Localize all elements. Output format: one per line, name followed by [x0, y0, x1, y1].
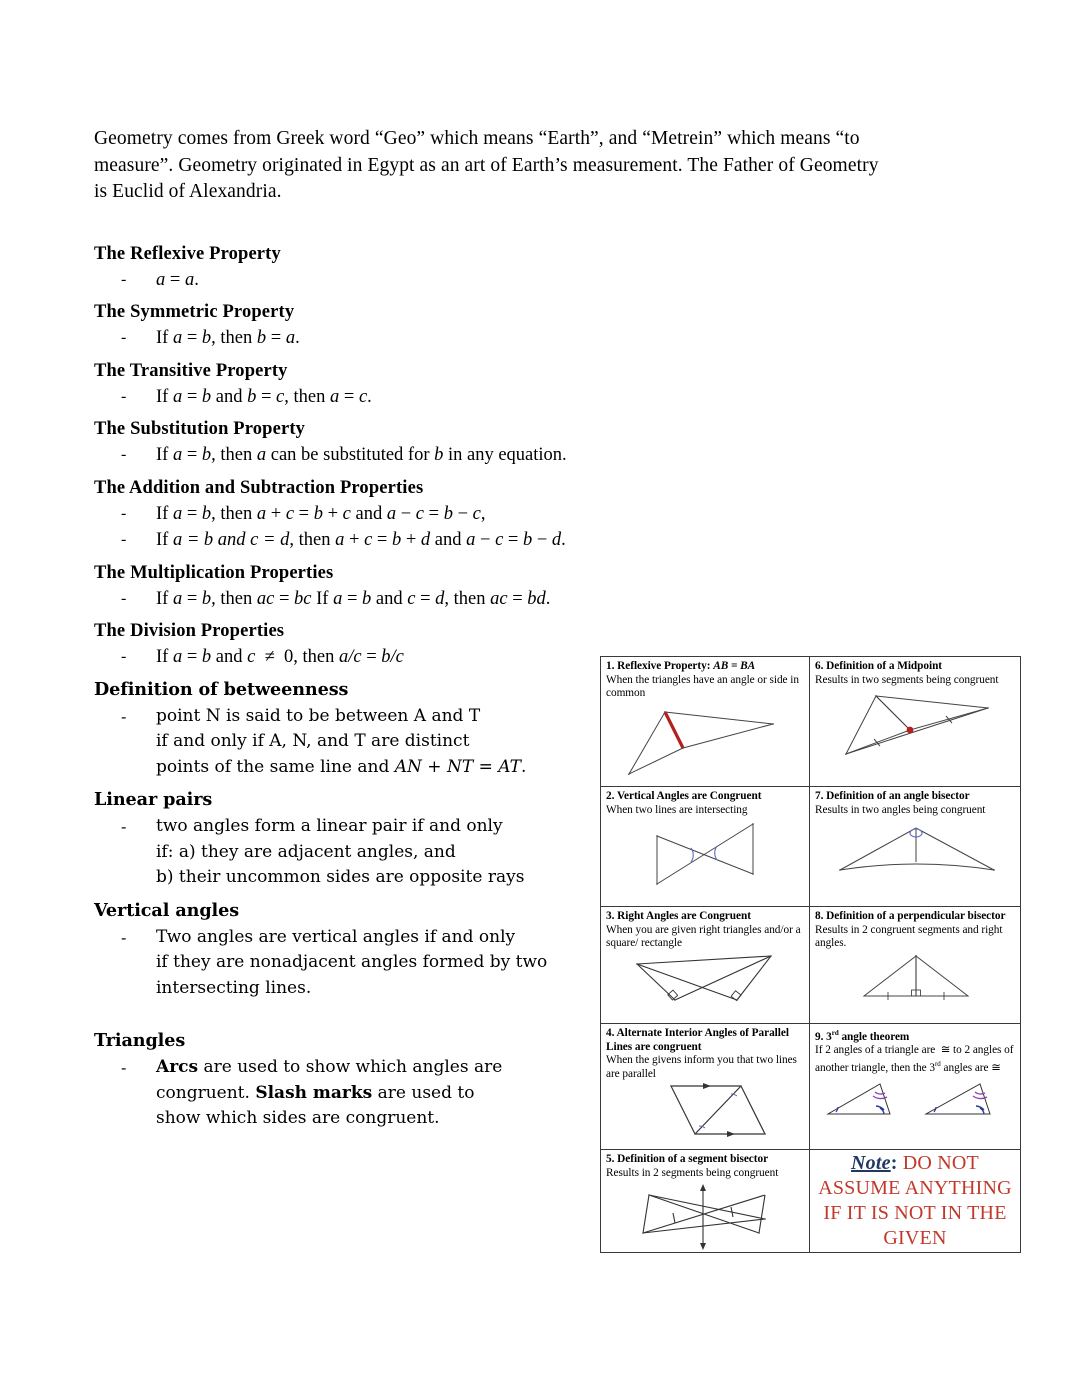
ref-cell-number: 6.: [815, 660, 824, 672]
properties-list: [94, 242, 654, 1132]
ref-cell-5-segment-bisector: [601, 1150, 810, 1252]
list-item: - two angles form a linear pair if and only if: a) they are adjacent angles, and b) their uncommon sides are opposite rays: [121, 816, 525, 887]
heading-triangles: Triangles: [94, 1030, 186, 1051]
heading-vertical-angles: Vertical angles: [94, 899, 240, 921]
heading-definition-of-betweenness: Definition of betweenness: [94, 678, 349, 700]
ref-cell-title-text: Definition of an angle bisector: [826, 790, 970, 802]
ref-cell-number: 7.: [815, 790, 824, 802]
list-item: - Arcs are used to show which angles are congruent. Slash marks are used to show which sides are congruent.: [121, 1057, 503, 1128]
ref-cell-title-text: Definition of a perpendicular bisector: [826, 910, 1006, 922]
heading-addition-subtraction-properties: The Addition and Subtraction Properties: [94, 477, 424, 498]
ref-cell-description: Results in 2 segments being congruent: [606, 1166, 779, 1179]
ref-cell-2-vertical-angles: [601, 787, 810, 907]
figure-bowtie-vertical-angles: [606, 818, 805, 890]
ref-cell-6-definition-of-midpoint: [810, 657, 1020, 787]
note-label: Note: [851, 1152, 891, 1174]
bullet-list-triangles: [94, 1055, 654, 1132]
ref-cell-3-right-angles-congruent: [601, 907, 810, 1024]
ref-cell-title: [815, 1027, 1016, 1044]
note-body: DO NOT ASSUME ANYTHING IF IT IS NOT IN THE GIVEN: [818, 1152, 1012, 1249]
figure-two-triangles-colored-angle-arcs: [815, 1076, 1016, 1120]
bullet-dash: -: [121, 270, 127, 288]
ref-cell-description: Results in two angles being congruent: [815, 803, 986, 816]
heading-division-properties: The Division Properties: [94, 621, 285, 641]
ref-cell-title-text: 3rd angle theorem: [826, 1029, 910, 1043]
bullet-list-symmetric: [94, 326, 654, 351]
list-item: - If a = b, then a can be substituted for b in any equation.: [94, 443, 654, 468]
heading-transitive-property: The Transitive Property: [94, 360, 288, 381]
bullet-dash: -: [121, 504, 127, 522]
bullet-dash: -: [121, 589, 127, 607]
list-item: - point N is said to be between A and T if and only if A, N, and T are distinct points of the same line and AN + NT = AT.: [121, 705, 527, 777]
bullet-list-betweenness: [94, 704, 654, 781]
figure-triangle-with-red-midpoint: [815, 688, 1016, 760]
ref-cell-number: 3.: [606, 910, 615, 922]
ref-cell-title-text: Definition of a segment bisector: [617, 1153, 769, 1165]
bullet-dash: -: [121, 648, 127, 665]
ref-cell-title: [606, 790, 805, 804]
bullet-list-linear-pairs: [94, 814, 654, 891]
note-colon: :: [890, 1152, 898, 1174]
ref-cell-description: When the givens inform you that two lines are parallel: [606, 1054, 797, 1080]
intro-paragraph: Geometry comes from Greek word “Geo” which means “Earth”, and “Metrein” which means “to measure”. Geometry originated in Egypt as an art of Earth’s measurement. The Father of Geometry is Euclid of Alexandria.: [94, 128, 879, 202]
ref-cell-title: [815, 910, 1016, 924]
heading-reflexive-property: The Reflexive Property: [94, 243, 281, 264]
figure-parallelogram-transversal: [606, 1082, 805, 1138]
bullet-list-division: [94, 645, 654, 670]
ref-cell-number: 2.: [606, 790, 615, 802]
bullet-list-substitution: [94, 443, 654, 468]
bullet-dash: -: [121, 446, 127, 463]
ref-cell-title: [606, 660, 805, 674]
ref-cell-1-reflexive-property: [601, 657, 810, 787]
ref-cell-9-third-angle-theorem: [810, 1024, 1020, 1150]
ref-cell-title: [815, 790, 1016, 804]
bullet-dash: -: [121, 927, 127, 947]
figure-crossed-segments-bisector: [606, 1181, 805, 1252]
bullet-dash: -: [121, 1058, 127, 1077]
heading-symmetric-property: The Symmetric Property: [94, 302, 295, 322]
ref-cell-note-do-not-assume: [810, 1150, 1020, 1252]
ref-cell-title-text: Right Angles are Congruent: [617, 910, 751, 922]
list-item: - If a = b and c ≠ 0, then a/c = b/c: [94, 645, 654, 670]
bullet-list-addition-subtraction: [94, 502, 654, 553]
bullet-list-vertical-angles: [94, 925, 654, 1002]
heading-substitution-property: The Substitution Property: [94, 419, 306, 439]
bullet-dash: -: [121, 817, 127, 836]
ref-cell-title-text: Definition of a Midpoint: [826, 660, 943, 672]
bullet-list-multiplication: [94, 587, 654, 612]
ref-cell-title: [606, 1027, 805, 1054]
geometry-reference-table: [600, 656, 1021, 1253]
heading-multiplication-properties: The Multiplication Properties: [94, 562, 334, 583]
bullet-list-transitive: [94, 385, 654, 410]
ref-cell-description: Results in two segments being congruent: [815, 673, 999, 686]
list-item: - If a = b, then a + c = b + c and a − c = b − c,: [94, 502, 654, 527]
figure-angle-bisector: [815, 818, 1016, 882]
list-item: - Two angles are vertical angles if and only if they are nonadjacent angles formed by two intersecting lines.: [121, 926, 548, 998]
ref-cell-title-text: Vertical Angles are Congruent: [616, 790, 762, 802]
ref-cell-description: If 2 angles of a triangle are ≅ to 2 angles of another triangle, then the 3rd angles are ≅: [815, 1044, 1014, 1074]
ref-cell-title-formula: AB = BA: [713, 660, 756, 672]
ref-cell-description: When you are given right triangles and/or a square/ rectangle: [606, 923, 801, 950]
list-item: - If a = b, then ac = bc If a = b and c = d, then ac = bd.: [94, 587, 654, 612]
ref-cell-number: 9.: [815, 1030, 824, 1043]
ref-cell-title-text: Alternate Interior Angles of Parallel Lines are congruent: [606, 1027, 789, 1053]
section-spacer: [94, 1001, 654, 1021]
bullet-list-reflexive: [94, 268, 654, 293]
ref-cell-number: 1.: [606, 660, 615, 672]
ref-cell-description: When two lines are intersecting: [606, 803, 748, 816]
ref-cell-4-alternate-interior-angles: [601, 1024, 810, 1150]
ref-cell-number: 8.: [815, 910, 824, 922]
ref-cell-description: When the triangles have an angle or side in common: [606, 673, 799, 700]
ref-cell-title: [606, 1153, 805, 1167]
list-item: - a = a.: [94, 268, 654, 293]
list-item: - If a = b and c = d, then a + c = b + d and a − c = b − d.: [94, 528, 654, 553]
figure-crossed-right-triangles: [606, 952, 805, 1014]
list-item: - If a = b and b = c, then a = c.: [94, 385, 654, 410]
figure-isosceles-perpendicular-bisector: [815, 952, 1016, 1000]
bullet-dash: -: [121, 329, 127, 346]
bullet-dash: -: [121, 531, 127, 548]
ref-cell-number: 4.: [606, 1027, 615, 1039]
ref-cell-8-perpendicular-bisector: [810, 907, 1020, 1024]
ref-cell-title: [606, 910, 805, 924]
ref-cell-number: 5.: [606, 1153, 615, 1165]
ref-cell-description: Results in 2 congruent segments and right angles.: [815, 923, 1003, 950]
bullet-dash: -: [121, 387, 127, 405]
ref-cell-7-angle-bisector: [810, 787, 1020, 907]
figure-two-triangles-shared-red-side: [606, 702, 805, 780]
ref-cell-title: [815, 660, 1016, 674]
bullet-dash: -: [121, 706, 127, 726]
ref-cell-title-text: Reflexive Property:: [617, 660, 711, 672]
list-item: - If a = b, then b = a.: [94, 326, 654, 351]
heading-linear-pairs: Linear pairs: [94, 789, 213, 810]
note-text-block: [816, 1151, 1014, 1251]
